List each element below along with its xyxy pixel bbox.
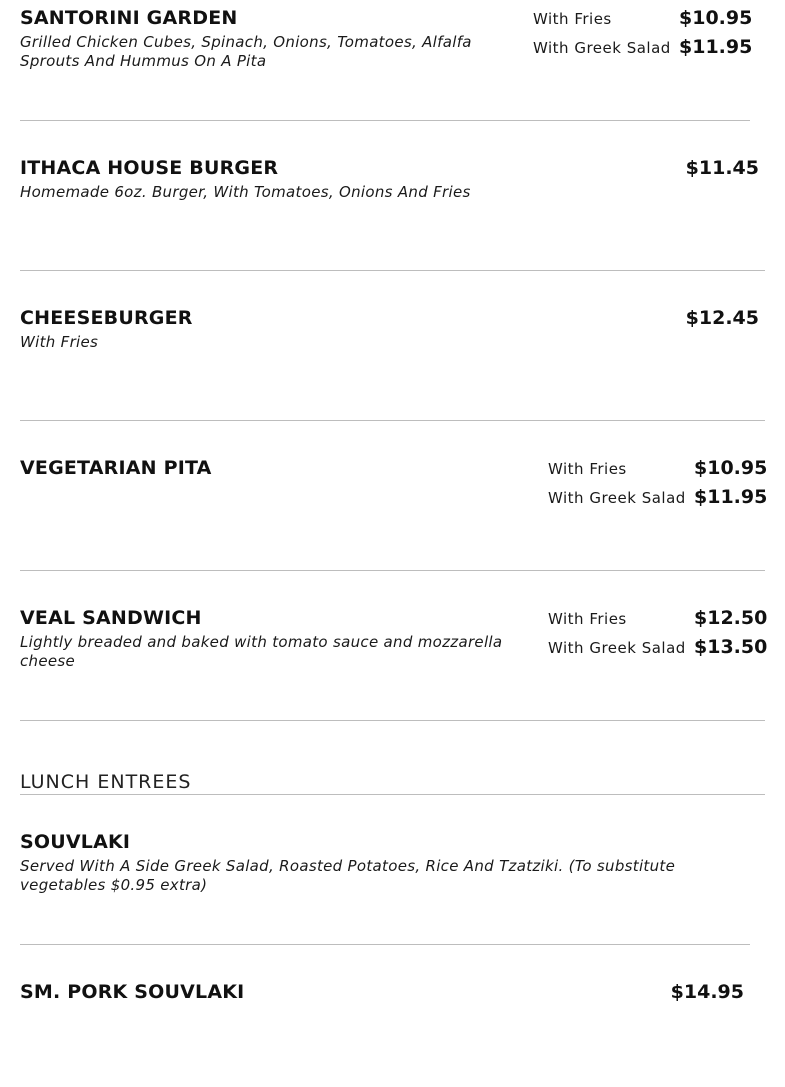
price-options [548,607,767,665]
menu-item-veal-sandwich [20,607,515,671]
section-divider [20,794,765,795]
divider [20,270,765,271]
item-description: With Fries [20,333,99,351]
item-description: Grilled Chicken Cubes, Spinach, Onions, Tomatoes, Alfalfa Sprouts And Hummus On A Pita [20,33,472,70]
menu-item-vegetarian-pita [20,457,500,479]
price: $14.95 [670,981,744,1003]
divider [20,944,750,945]
item-description: Served With A Side Greek Salad, Roasted Potatoes, Rice And Tzatziki. (To substitute vegetables $0.95 extra) [20,857,676,894]
price-option [548,607,767,636]
price: $12.45 [685,307,759,329]
price: $11.95 [679,36,753,58]
menu-item-cheeseburger [20,307,540,352]
section-title: LUNCH ENTREES [20,771,192,793]
item-name: VEGETARIAN PITA [20,457,212,479]
option-label: With Greek Salad [548,639,686,657]
item-name: SM. PORK SOUVLAKI [20,981,245,1003]
item-name: CHEESEBURGER [20,307,193,329]
item-name: SANTORINI GARDEN [20,7,238,29]
option-label: With Fries [548,610,627,628]
item-description: Lightly breaded and baked with tomato sauce and mozzarella cheese [20,633,503,670]
menu-item-ithaca-house-burger [20,157,540,202]
price-option [548,457,767,486]
option-label: With Greek Salad [533,39,671,57]
item-name: VEAL SANDWICH [20,607,202,629]
price-options [533,7,752,65]
option-label: With Fries [533,10,612,28]
item-name: ITHACA HOUSE BURGER [20,157,279,179]
divider [20,720,765,721]
price-options [548,457,767,515]
menu-item-sm-pork-souvlaki [20,981,520,1003]
divider [20,120,750,121]
price: $12.50 [694,607,768,629]
option-label: With Greek Salad [548,489,686,507]
menu-item-santorini-garden [20,7,500,71]
price-option [533,7,752,36]
price: $11.45 [685,157,759,179]
price: $10.95 [694,457,768,479]
price: $10.95 [679,7,753,29]
price-option [548,486,767,515]
divider [20,570,765,571]
price: $11.95 [694,486,768,508]
item-name: SOUVLAKI [20,831,131,853]
option-label: With Fries [548,460,627,478]
menu-item-souvlaki [20,831,710,895]
price-option [548,636,767,665]
item-description: Homemade 6oz. Burger, With Tomatoes, Onions And Fries [20,183,471,201]
price-option [533,36,752,65]
price: $13.50 [694,636,768,658]
divider [20,420,765,421]
